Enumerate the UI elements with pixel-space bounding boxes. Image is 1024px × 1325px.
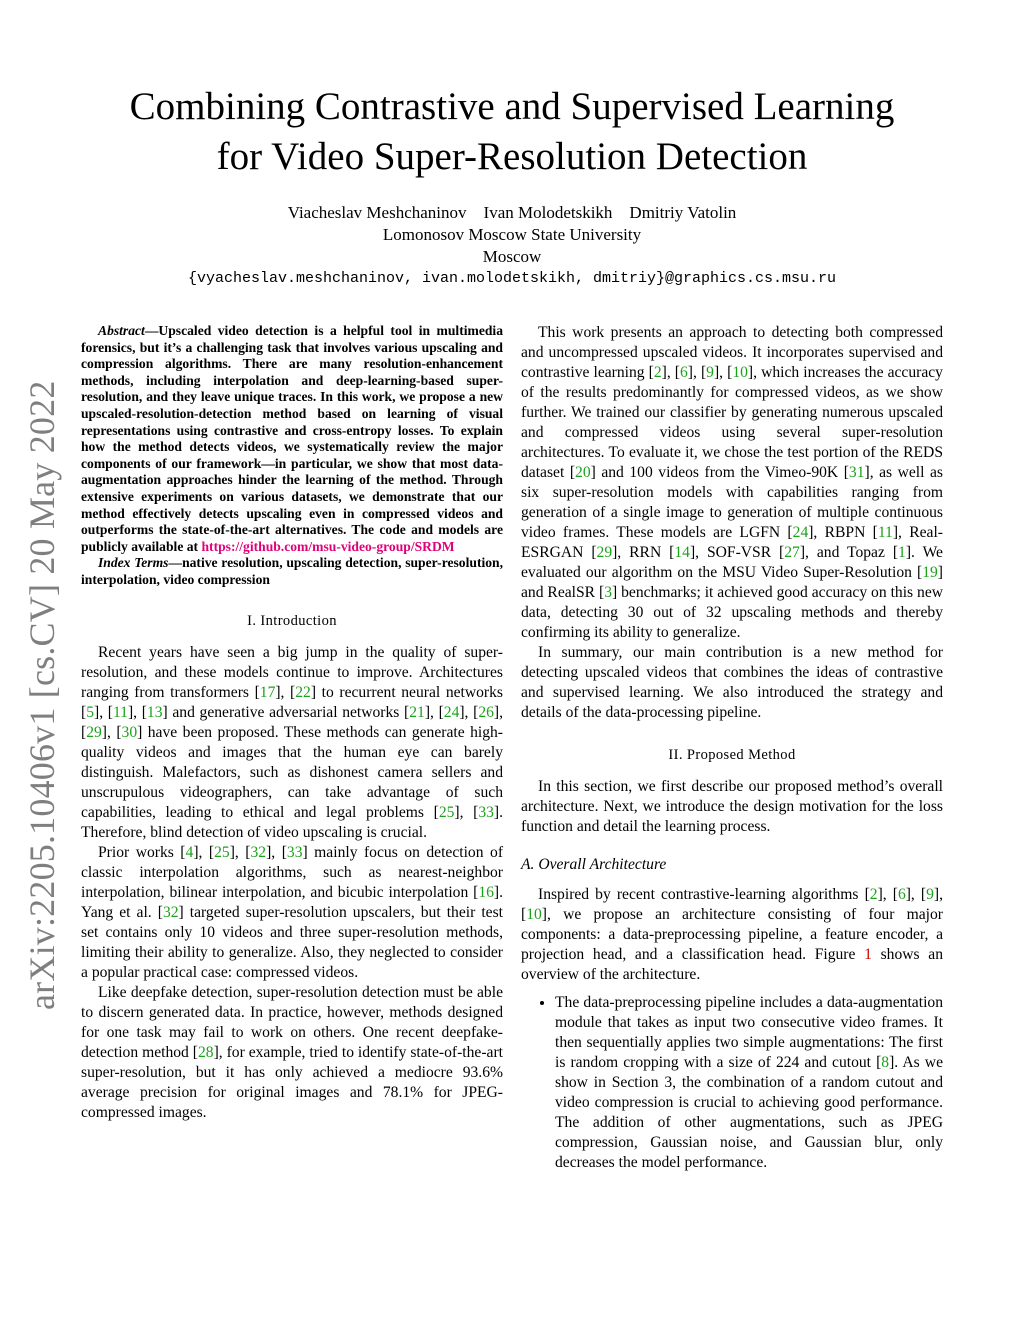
- citation-link[interactable]: 29: [86, 723, 102, 741]
- index-terms-text: —native resolution, upscaling detection, super-resolution, interpolation, video compression: [81, 555, 504, 587]
- citation-link[interactable]: 26: [478, 703, 494, 721]
- text-segment: ]. We evaluated our algorithm on the MSU Video Super-Resolution [: [521, 544, 943, 581]
- summary-paragraph: In summary, our main contribution is a new method for detecting upscaled videos that combines the ideas of contrastive and supervised learning. We also introduced the strategy and details of the data-processing pipeline.: [521, 644, 943, 721]
- text-segment: ], [: [905, 886, 927, 903]
- text-segment: ], [: [521, 886, 943, 923]
- citation-link[interactable]: 13: [146, 703, 163, 721]
- citation-link[interactable]: 17: [259, 683, 276, 701]
- citation-link[interactable]: 2: [869, 886, 878, 903]
- citation-link[interactable]: 4: [185, 843, 194, 861]
- text-segment: Prior works [: [98, 843, 186, 861]
- citation-link[interactable]: 6: [680, 364, 688, 381]
- text-segment: Like deepfake detection, super-resolution detection must be able to discern generated data. In practice, however, methods designed for one task may fail to work on others. One recent deepfake-detection method [: [81, 983, 503, 1061]
- citation-link[interactable]: 33: [286, 843, 303, 861]
- right-column: [521, 323, 943, 1173]
- text-segment: ] and RealSR [: [521, 564, 943, 601]
- abstract: [81, 323, 503, 555]
- citation-link[interactable]: 30: [121, 723, 138, 741]
- text-segment: ], RRN [: [612, 544, 675, 561]
- text-segment: ] mainly focus on detection of classic interpolation algorithms, such as nearest-neighbor interpolation, bilinear interpolation, and bicubic interpolation [: [81, 843, 504, 901]
- subsection-heading-overall-architecture: A. Overall Architecture: [521, 856, 667, 873]
- section-heading-introduction: I. Introduction: [247, 612, 337, 629]
- text-segment: ], [: [101, 723, 122, 741]
- citation-link[interactable]: 1: [898, 544, 906, 561]
- citation-link[interactable]: 32: [250, 843, 267, 861]
- text-segment: The data-preprocessing pipeline includes a data-augmentation module that takes as input two consecutive video frames. It then sequentially applies two simple augmentations: The first is random cropping with a size of 224 and cutout [: [555, 994, 943, 1071]
- citation-link[interactable]: 20: [575, 464, 591, 481]
- text-segment: ], [: [687, 364, 707, 381]
- contribution-paragraph-1: [521, 323, 943, 643]
- citation-link[interactable]: 10: [526, 906, 542, 923]
- text-segment: ], [: [459, 703, 479, 721]
- citation-link[interactable]: 16: [478, 883, 494, 901]
- citation-link[interactable]: 5: [86, 703, 94, 721]
- intro-paragraph-2: [81, 843, 503, 983]
- text-segment: shows an overview of the architecture.: [521, 946, 943, 983]
- list-item: [555, 993, 943, 1173]
- architecture-component-list: [521, 993, 943, 1173]
- city: Moscow: [482, 247, 542, 266]
- citation-link[interactable]: 8: [881, 1054, 890, 1071]
- text-segment: ], [: [266, 843, 287, 861]
- text-segment: ], [: [94, 703, 113, 721]
- citation-link[interactable]: 25: [214, 843, 230, 861]
- citation-link[interactable]: 24: [443, 703, 460, 721]
- citation-link[interactable]: 14: [674, 544, 690, 561]
- text-segment: ], we propose an architecture consisting of four major components: a data-preprocessing pipeline, a feature encoder, a projection head, and a classification head. Figure: [521, 906, 943, 963]
- text-segment: ], as well as six super-resolution models with capabilities ranging from generation of a single image to generation of multiple continuous video frames. These models are LGFN [: [521, 464, 943, 541]
- citation-link[interactable]: 31: [848, 464, 865, 481]
- architecture-paragraph: [521, 885, 943, 985]
- citation-link[interactable]: 9: [926, 886, 934, 903]
- text-segment: ], for example, tried to identify state-of-the-art super-resolution, but it has only achieved a mediocre 93.6% average precision for original images and 78.1% for JPEG-compressed images.: [81, 1043, 503, 1121]
- citation-link[interactable]: 3: [604, 584, 612, 601]
- text-segment: ], [: [661, 364, 680, 381]
- index-terms: [81, 555, 503, 588]
- text-segment: ] benchmarks; it achieved good accuracy on this new data, detecting 30 out of 32 upscaling methods and thereby confirming its ability to generalize.: [521, 584, 943, 641]
- arxiv-identifier: arXiv:2205.10406v1 [cs.CV] 20 May 2022: [22, 380, 62, 1010]
- intro-paragraph-3: [81, 983, 503, 1123]
- text-segment: ], [: [275, 683, 296, 701]
- text-segment: ]. Therefore, blind detection of video upscaling is crucial.: [81, 803, 503, 841]
- text-segment: Inspired by recent contrastive-learning algorithms [: [538, 886, 870, 903]
- citation-link[interactable]: 25: [438, 803, 455, 821]
- text-segment: ], [: [424, 703, 444, 721]
- text-segment: ], [: [713, 364, 733, 381]
- citation-link[interactable]: 32: [162, 903, 179, 921]
- abstract-text: —Upscaled video detection is a helpful tool in multimedia forensics, but it’s a challenging task that involves various upscaling and compression algorithms. There are many resolution-enhancement methods, including interpolation and deep-learning-based super-resolution, and they leave unique traces. In this work, we propose a new upscaled-resolution-detection method based on learning of visual representations using contrastive and cross-entropy losses. To explain how the method detects videos, we systematically review the major components of our framework—in particular, we show that most data-augmentation approaches hinder the learning of the method. Through extensive experiments on various datasets, we demonstrate that our method effectively detects upscaling even in compressed videos and outperforms the state-of-the-art alternatives. The code and models are publicly available at: [81, 323, 503, 554]
- citation-link[interactable]: 10: [732, 364, 748, 381]
- citation-link[interactable]: 2: [653, 364, 662, 381]
- title-line-2: for Video Super-Resolution Detection: [216, 135, 808, 178]
- author-emails: {vyacheslav.meshchaninov, ivan.molodetskikh, dmitriy}@graphics.cs.msu.ru: [187, 270, 837, 287]
- index-terms-label: Index Terms: [98, 555, 169, 571]
- text-segment: ], [: [127, 703, 147, 721]
- section-heading-proposed-method: II. Proposed Method: [668, 747, 796, 763]
- author-names: Viacheslav Meshchaninov Ivan Molodetskikh Dmitriy Vatolin: [287, 203, 737, 222]
- citation-link[interactable]: 19: [922, 564, 938, 581]
- text-segment: ] and 100 videos from the Vimeo-90K [: [590, 464, 849, 481]
- text-segment: ]. Yang et al. [: [81, 883, 503, 921]
- left-column: [81, 323, 503, 1123]
- abstract-label: Abstract: [98, 323, 145, 338]
- affiliation: Lomonosov Moscow State University: [382, 225, 642, 244]
- text-segment: ], [: [454, 803, 479, 821]
- text-segment: ], [: [229, 843, 251, 861]
- text-segment: This work presents an approach to detecting both compressed and uncompressed upscaled videos. It incorporates supervised and contrastive learning [: [521, 324, 943, 381]
- paper-title: [90, 82, 934, 182]
- intro-paragraph-1: [81, 643, 503, 843]
- citation-link[interactable]: 9: [706, 364, 714, 381]
- text-segment: Recent years have seen a big jump in the quality of super-resolution, and these models continue to improve. Architectures ranging from transformers [: [81, 643, 503, 701]
- text-segment: ], [: [877, 886, 898, 903]
- citation-link[interactable]: 27: [784, 544, 800, 561]
- citation-link[interactable]: 33: [478, 803, 494, 821]
- citation-link[interactable]: 11: [877, 524, 893, 541]
- text-segment: ], [: [81, 703, 503, 741]
- text-segment: ] targeted super-resolution upscalers, but their test set contains only 10 videos and three super-resolution methods, limiting their ability to generalize. Also, they neglected to consider a popular practical case: compressed videos.: [81, 903, 503, 981]
- citation-link[interactable]: 24: [792, 524, 809, 541]
- text-segment: ], RBPN [: [808, 524, 878, 541]
- citation-link[interactable]: 6: [897, 886, 906, 903]
- citation-link[interactable]: 29: [596, 544, 613, 561]
- text-segment: ] to recurrent neural networks [: [81, 683, 503, 721]
- citation-link[interactable]: 28: [197, 1043, 214, 1061]
- text-segment: ]. As we show in Section 3, the combination of a random cutout and video compression is crucial to achieving good performance. The addition of other augmentations, such as JPEG compression, Gaussian noise, and Gaussian blur, only decreases the model performance.: [555, 1054, 943, 1171]
- code-link[interactable]: https://github.com/msu-video-group/SRDM: [201, 538, 455, 554]
- text-segment: ], and Topaz [: [799, 544, 899, 561]
- citation-link[interactable]: 11: [112, 703, 128, 721]
- text-segment: ] and generative adversarial networks [: [162, 703, 410, 721]
- author-block: [90, 202, 934, 290]
- title-line-1: Combining Contrastive and Supervised Learning: [129, 85, 895, 128]
- citation-link[interactable]: 22: [295, 683, 311, 701]
- text-segment: ], [: [193, 843, 215, 861]
- citation-link[interactable]: 21: [409, 703, 425, 721]
- text-segment: ], Real-ESRGAN [: [521, 524, 943, 561]
- method-intro-paragraph: In this section, we first describe our proposed method’s overall architecture. Next, we introduce the design motivation for the loss function and detail the learning process.: [521, 778, 943, 835]
- text-segment: ], which increases the accuracy of the results predominantly for compressed videos, as we show further. We trained our classifier by generating numerous upscaled and compressed videos using several super-resolution architectures. To evaluate it, we chose the test portion of the REDS dataset [: [521, 364, 943, 481]
- figure-reference[interactable]: 1: [864, 946, 872, 963]
- text-segment: ] have been proposed. These methods can generate high-quality videos and images that the human eye can barely distinguish. Malefactors, such as dishonest camera sellers and unscrupulous videographers, can take advantage of such capabilities, leading to ethical and legal problems [: [81, 723, 503, 821]
- text-segment: ], SOF-VSR [: [689, 544, 785, 561]
